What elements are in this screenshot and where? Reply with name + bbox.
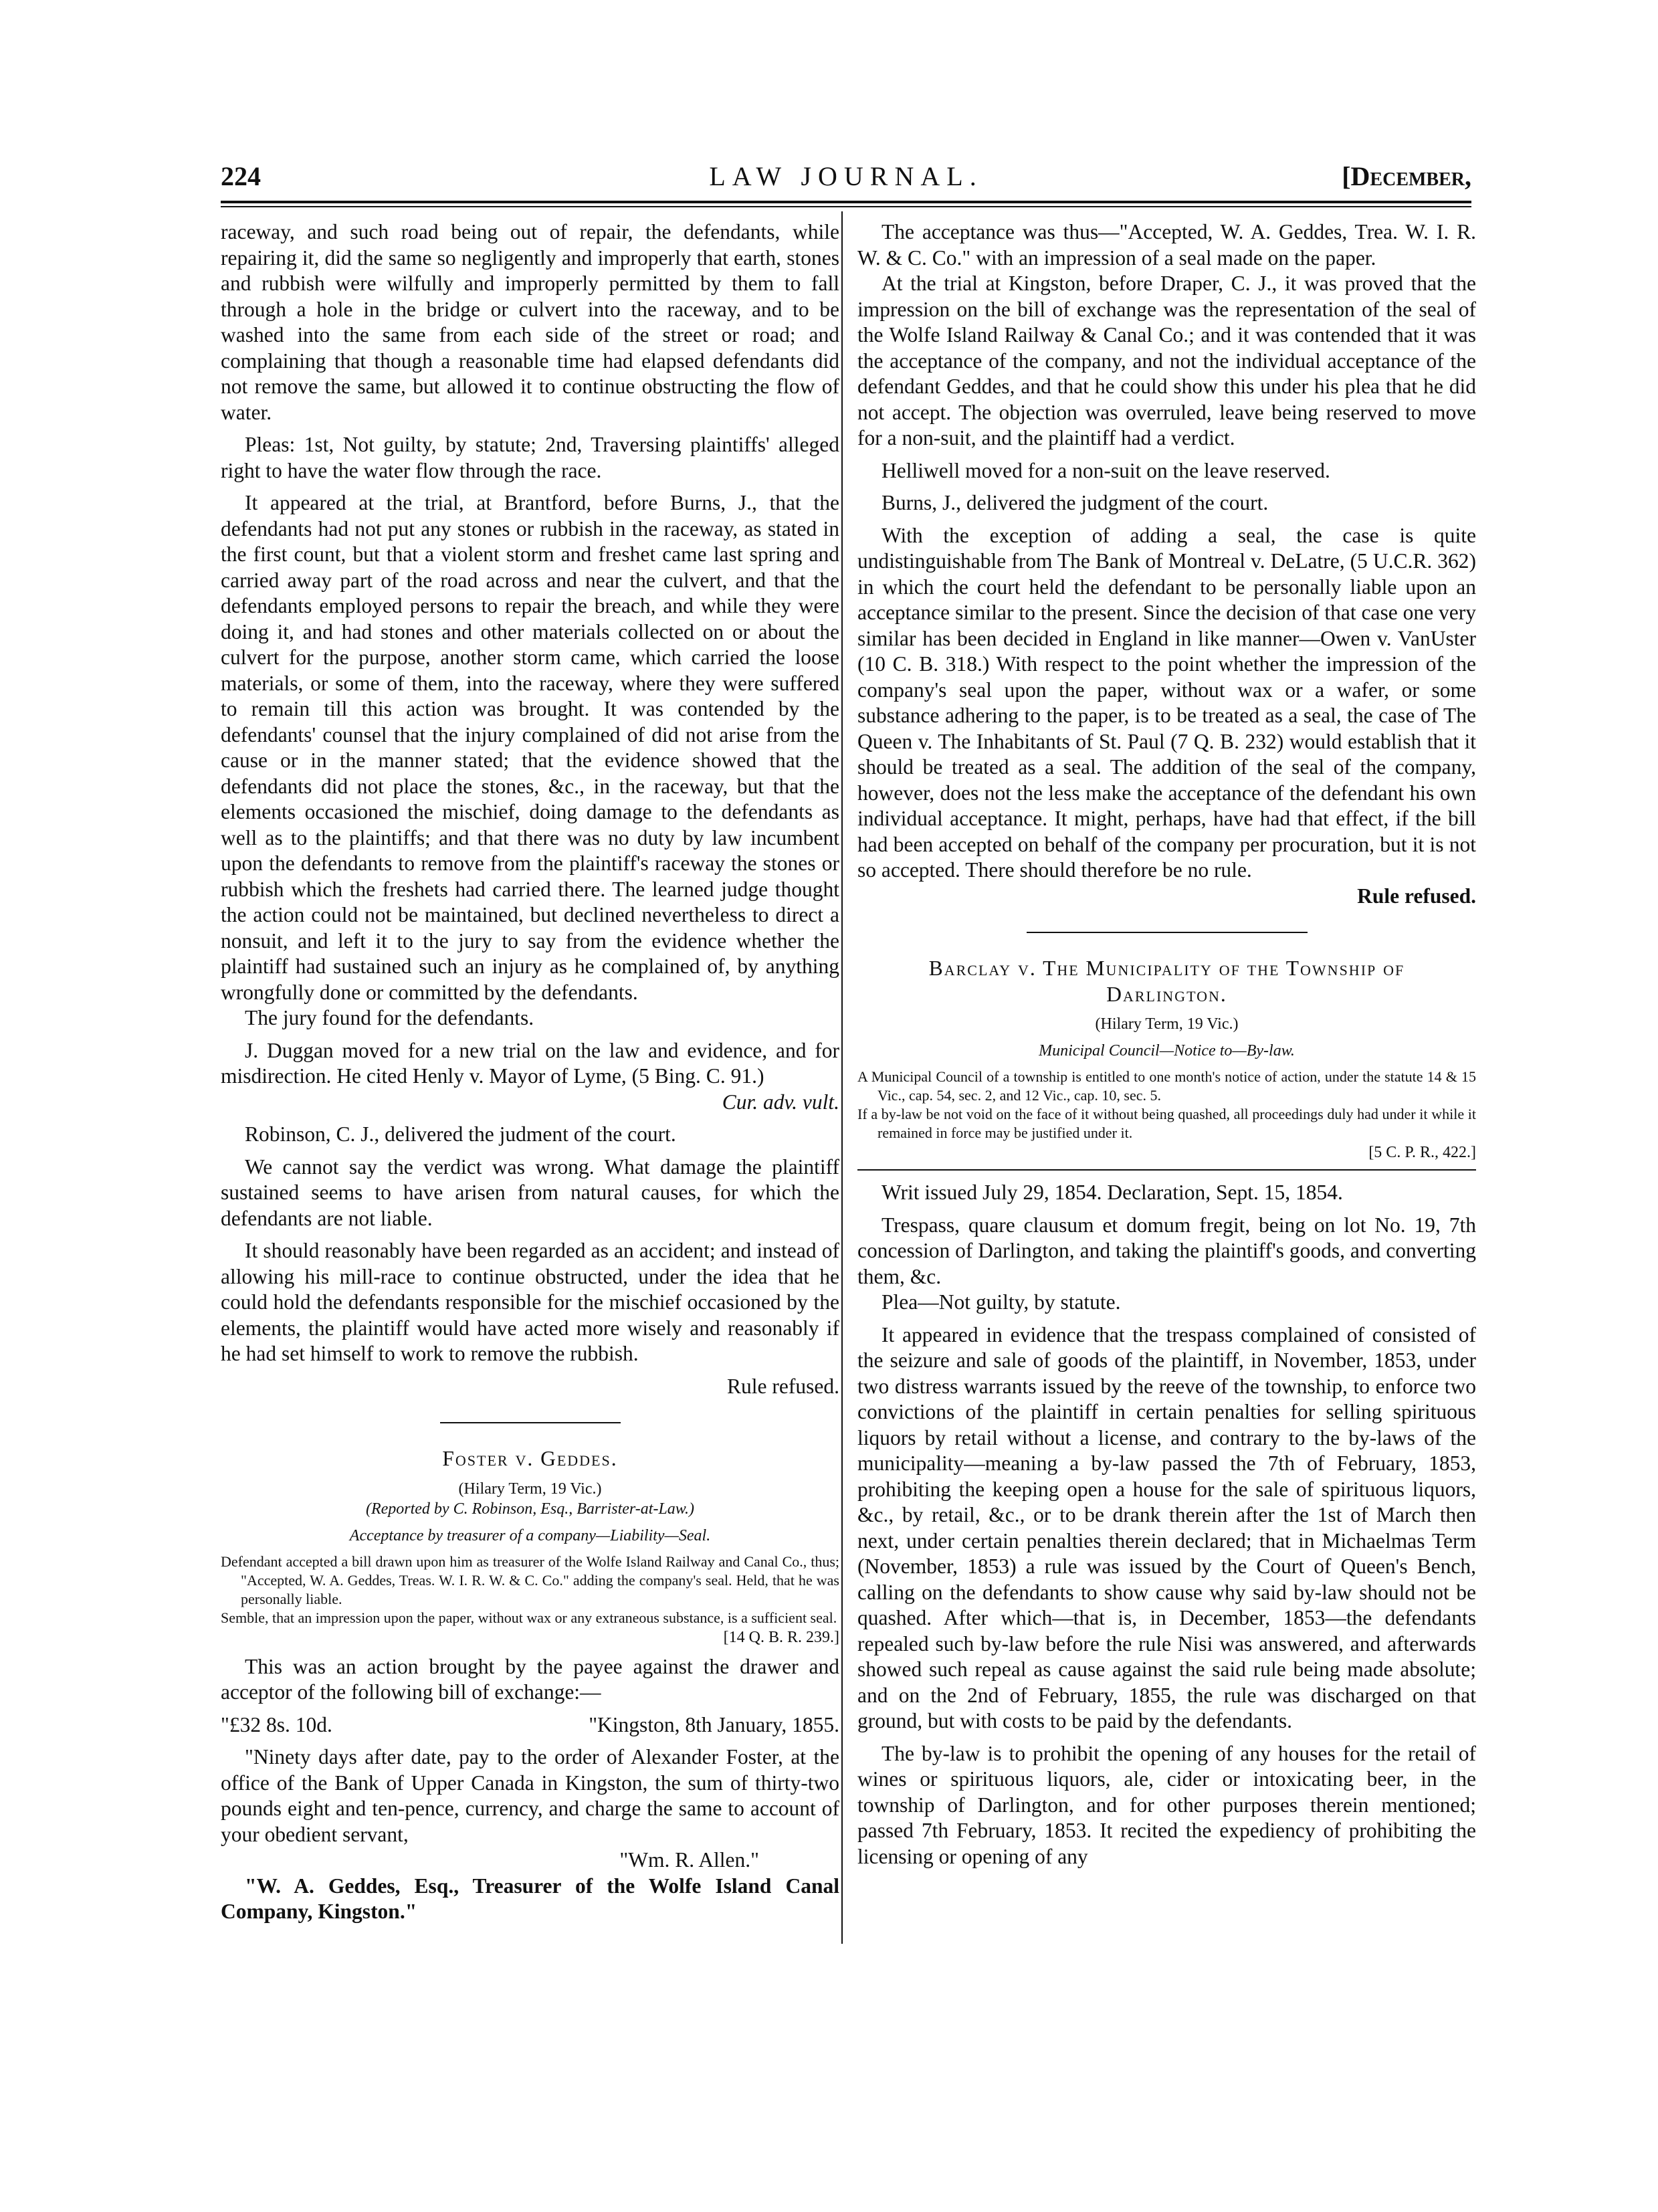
- case-title: Foster v. Geddes.: [442, 1447, 618, 1470]
- case-term: (Hilary Term, 19 Vic.): [1095, 1015, 1239, 1033]
- rule-refused: Rule refused.: [727, 1374, 839, 1398]
- paragraph: This was an action brought by the payee against the drawer and acceptor of the following bill of exchange:—: [221, 1654, 839, 1704]
- headnote: If a by-law be not void on the face of it without being quashed, all proceedings duly had under it while it remained in force may be justified under it.: [857, 1106, 1476, 1141]
- case-reporter: (Reported by C. Robinson, Esq., Barrister-at-Law.): [365, 1500, 695, 1518]
- plea-line: Plea—Not guilty, by statute.: [882, 1290, 1121, 1314]
- page-number: 224: [221, 161, 261, 191]
- case-citation: [14 Q. B. R. 239.]: [723, 1628, 839, 1646]
- case-title: Barclay v. The Municipality of the Township of: [928, 957, 1405, 980]
- writ-line: Writ issued July 29, 1854. Declaration, Sept. 15, 1854.: [882, 1181, 1343, 1204]
- motion-paragraph: J. Duggan moved for a new trial on the law and evidence, and for misdirection. He cited Henly v. Mayor of Lyme, (5 Bing. C. 91.): [221, 1038, 839, 1088]
- header-rule-thin: [221, 206, 1471, 207]
- issue-month: [December,: [1342, 161, 1471, 191]
- case-separator: [1027, 932, 1308, 933]
- paragraph: We cannot say the verdict was wrong. What damage the plaintiff sustained seems to have arisen from natural causes, for which the defendants are not liable.: [221, 1154, 839, 1230]
- case-title-line-2: Darlington.: [1106, 982, 1227, 1006]
- paragraph: It appeared in evidence that the trespass complained of consisted of the seizure and sale of goods of the plaintiff, in November, 1853, under two distress warrants issued by the reeve of the township, to enforce two convictions of the plaintiff in certain penalties for selling spirituous liquors by retail without a license, and contrary to the by-laws of the municipality—meaning a by-law passed the 7th of February, 1853, prohibiting the keeping open a house for the sale of spirituous liquors, &c., by retail, &c., or to be drank therein after the 1st of March then next, under certain penalties therein declared; that in Michaelmas Term (November, 1853) a rule was issued by the Court of Queen's Bench, calling on the defendants to show cause why said by-law should not be quashed. After which—that is, in December, 1853—the defendants repealed such by-law before the rule Nisi was answered, and afterwards showed such repeal as cause against the said rule being made absolute; and on the 2nd of February, 1855, the rule was discharged on that ground, but with costs to be paid by the defendants.: [857, 1322, 1476, 1732]
- journal-title: LAW JOURNAL.: [709, 161, 983, 191]
- paragraph: Trespass, quare clausum et domum fregit, being on lot No. 19, 7th concession of Darlington, and taking the plaintiff's goods, and converting them, &c.: [857, 1213, 1476, 1288]
- bill-text: "Ninety days after date, pay to the order of Alexander Foster, at the office of the Bank of Upper Canada in Kingston, the sum of thirty-two pounds eight and ten-pence, currency, and charge the same to account of your obedient servant,: [221, 1745, 839, 1846]
- paragraph: It should reasonably have been regarded as an accident; and instead of allowing his mill-race to continue obstructed, under the idea that he could hold the defendants responsible for the mischief occasioned by the elements, the plaintiff would have acted more wisely and reasonably if he had set himself to work to remove the rubbish.: [221, 1239, 839, 1365]
- page-header: [221, 159, 1471, 199]
- case-citation: [5 C. P. R., 422.]: [1368, 1144, 1476, 1161]
- bill-amount: "£32 8s. 10d.: [221, 1712, 332, 1736]
- column-divider: [841, 211, 843, 1944]
- paragraph: Helliwell moved for a non-suit on the leave reserved.: [882, 458, 1330, 482]
- bill-addressee: "W. A. Geddes, Esq., Treasurer of the Wolfe Island Canal Company, Kingston.": [221, 1874, 839, 1923]
- pleas-paragraph: Pleas: 1st, Not guilty, by statute; 2nd, Traversing plaintiffs' alleged right to have the water flow through the race.: [221, 433, 839, 482]
- header-rule: [221, 201, 1471, 203]
- case-term: (Hilary Term, 19 Vic.): [458, 1480, 602, 1498]
- case-separator: [440, 1422, 621, 1423]
- paragraph: The jury found for the defendants.: [245, 1006, 534, 1029]
- paragraph: The acceptance was thus—"Accepted, W. A. Geddes, Trea. W. I. R. W. & C. Co." with an impression of a seal made on the paper.: [857, 220, 1476, 270]
- bill-signer: "Wm. R. Allen.": [619, 1848, 759, 1872]
- citation-rule: [857, 1169, 1476, 1171]
- paragraph: It appeared at the trial, at Brantford, before Burns, J., that the defendants had not put any stones or rubbish in the raceway, as stated in the first count, but that a violent storm and freshet came last spring and carried away part of the road across and near the culvert, and that the defendants employed persons to repair the breach, and while they were doing it, and had stones and other materials collected on or about the culvert for the purpose, another storm came, which carried the loose materials, or some of them, into the raceway, where they were suffered to remain till this action was brought. It was contended by the defendants' counsel that the injury complained of did not arise from the cause or in the manner stated; that the evidence showed that the defendants did not place the stones, &c., in the raceway, but that the elements occasioned the mischief, doing damage to the defendants as well as to the plaintiffs; and that there was no duty by law incumbent upon the defendants to remove from the plaintiff's raceway the stones or rubbish which the freshets had carried there. The learned judge thought the action could not be maintained, but declined nevertheless to direct a nonsuit, and left it to the jury to say from the evidence whether the plaintiff had sustained such an injury as he complained of, by anything wrongfully done or committed by the defendants.: [221, 491, 839, 1004]
- right-column: [857, 219, 1476, 1870]
- bill-line: [221, 1712, 839, 1738]
- judgment-intro: Robinson, C. J., delivered the judment of the court.: [245, 1122, 676, 1146]
- cur-adv-vult: Cur. adv. vult.: [722, 1090, 839, 1114]
- paragraph: At the trial at Kingston, before Draper, C. J., it was proved that the impression on the bill of exchange was the representation of the seal of the Wolfe Island Railway & Canal Co.; and it was contended that it was the acceptance of the company, and not the individual acceptance of the defendant Geddes, and that he could show this under his plea that he did not accept. The objection was overruled, leave being reserved to move for a non-suit, and the plaintiff had a verdict.: [857, 272, 1476, 449]
- paragraph: The by-law is to prohibit the opening of any houses for the retail of wines or spirituous liquors, ale, cider or intoxicating beer, in the township of Darlington, and for other purposes therein mentioned; passed 7th February, 1853. It recited the expediency of prohibiting the licensing or opening of any: [857, 1741, 1476, 1868]
- headnote: Semble, that an impression upon the paper, without wax or any extraneous substance, is a sufficient seal.: [221, 1609, 837, 1626]
- case-topic: Acceptance by treasurer of a company—Liability—Seal.: [349, 1526, 711, 1544]
- headnote: Defendant accepted a bill drawn upon him as treasurer of the Wolfe Island Railway and Canal Co., thus; "Accepted, W. A. Geddes, Treas. W. I. R. W. & C. Co." adding the company's seal. Held, that he was personally liable.: [221, 1552, 839, 1607]
- paragraph: With the exception of adding a seal, the case is quite undistinguishable from The Bank of Montreal v. DeLatre, (5 U.C.R. 362) in which the court held the defendant to be personally liable upon an acceptance similar to the present. Since the decision of that case one very similar has been decided in England in like manner—Owen v. VanUster (10 C. B. 318.) With respect to the point whether the impression of the company's seal upon the paper, without wax or a wafer, or some substance adhering to the paper, is to be treated as a seal, the case of The Queen v. The Inhabitants of St. Paul (7 Q. B. 232) would establish that it should be treated as a seal. The addition of the seal of the company, however, does not the less make the acceptance of the defendant his own individual acceptance. It might, perhaps, have had that effect, if the bill had been accepted on behalf of the company per procuration, but it is not so accepted. There should therefore be no rule.: [857, 523, 1476, 882]
- paragraph: raceway, and such road being out of repair, the defendants, while repairing it, did the same so negligently and improperly that earth, stones and rubbish were wilfully and improperly permitted by them to fall through a hole in the bridge or culvert into the raceway, and to be washed into the same from each side of the street or road; and complaining that though a reasonable time had elapsed defendants did not remove the same, but allowed it to continue obstructing the flow of water.: [221, 220, 839, 424]
- left-column: [221, 219, 839, 1925]
- judgment-intro: Burns, J., delivered the judgment of the court.: [882, 491, 1269, 514]
- headnote: A Municipal Council of a township is entitled to one month's notice of action, under the statute 14 & 15 Vic., cap. 54, sec. 2, and 12 Vic., cap. 10, sec. 5.: [857, 1068, 1476, 1104]
- bill-place-date: "Kingston, 8th January, 1855.: [589, 1712, 839, 1736]
- rule-refused: Rule refused.: [1357, 884, 1476, 908]
- case-topic: Municipal Council—Notice to—By-law.: [1039, 1042, 1295, 1060]
